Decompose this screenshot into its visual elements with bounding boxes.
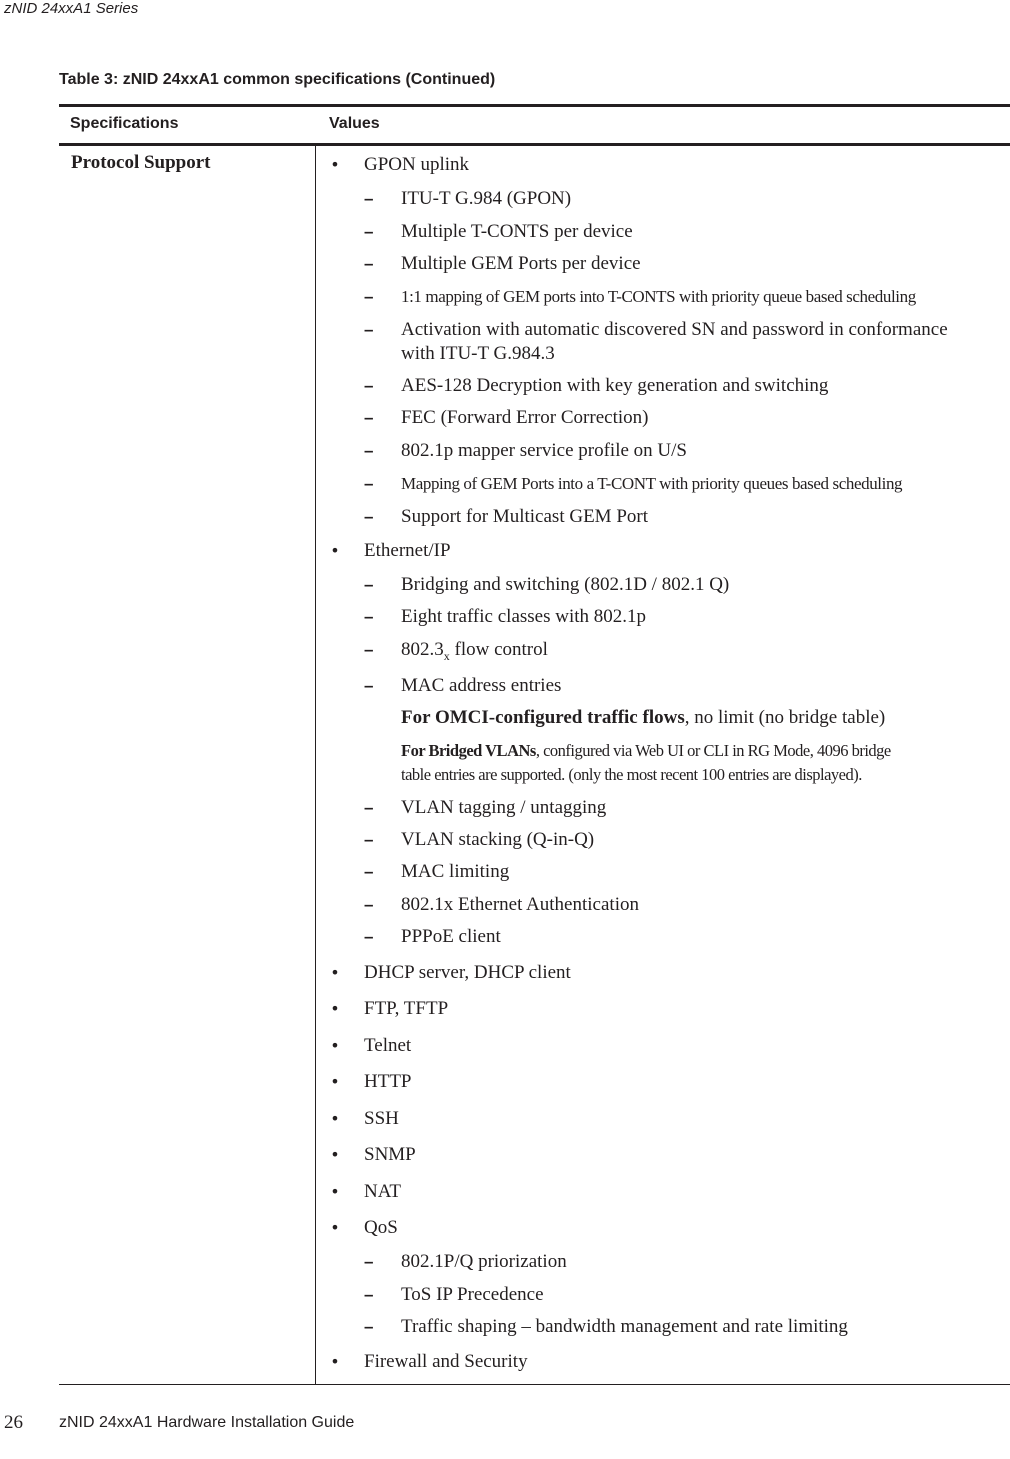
bullet-text: Telnet [364, 1035, 412, 1056]
sub-item-text-flow-control [401, 638, 548, 668]
bullet-text: SNMP [364, 1144, 416, 1165]
sub-item-text: Multiple GEM Ports per device [401, 253, 641, 274]
bullet-text: Ethernet/IP [364, 540, 451, 561]
omci-note-rest: , no limit (no bridge table) [684, 707, 886, 728]
sub-item-text: MAC address entries [401, 675, 562, 696]
dash-icon: – [364, 408, 374, 427]
bullet-text: SSH [364, 1108, 399, 1129]
bullet-text: GPON uplink [364, 154, 470, 175]
bullet-icon: • [330, 1072, 340, 1091]
bullet-text: Firewall and Security [364, 1351, 528, 1372]
bridged-note-bold: For Bridged VLANs [401, 741, 536, 760]
sub-item-text: VLAN stacking (Q-in-Q) [401, 829, 595, 850]
dash-icon: – [364, 830, 374, 849]
dash-icon: – [364, 927, 374, 946]
bullet-text: NAT [364, 1181, 401, 1202]
dash-icon: – [364, 507, 374, 526]
sub-item-text: with ITU-T G.984.3 [401, 343, 555, 364]
table-caption: Table 3: zNID 24xxA1 common specifications (Continued) [59, 71, 496, 88]
omci-note-bold: For OMCI-configured traffic flows [401, 707, 685, 728]
dash-icon: – [364, 1317, 374, 1336]
row-label-protocol-support: Protocol Support [71, 152, 211, 173]
bullet-icon: • [330, 1182, 340, 1201]
dash-icon: – [364, 222, 374, 241]
bullet-icon: • [330, 999, 340, 1018]
dash-icon: – [364, 287, 374, 306]
bullet-icon: • [330, 1109, 340, 1128]
dash-icon: – [364, 798, 374, 817]
footer-guide-title: zNID 24xxA1 Hardware Installation Guide [59, 1414, 355, 1431]
sub-item-text: ToS IP Precedence [401, 1284, 544, 1305]
table-top-rule [59, 104, 1010, 107]
sub-item-text: Multiple T-CONTS per device [401, 221, 633, 242]
dash-icon: – [364, 862, 374, 881]
bullet-text: FTP, TFTP [364, 998, 449, 1019]
sub-item-text: 802.1x Ethernet Authentication [401, 894, 639, 915]
sub-item-text: MAC limiting [401, 861, 510, 882]
table-header-rule [59, 143, 1010, 146]
sub-item-text: ITU-T G.984 (GPON) [401, 188, 572, 209]
bullet-icon: • [330, 1352, 340, 1371]
sub-item-text: PPPoE client [401, 926, 501, 947]
page-number: 26 [4, 1412, 23, 1433]
sub-item-text: 802.1P/Q priorization [401, 1251, 567, 1272]
running-header: zNID 24xxA1 Series [4, 0, 139, 17]
sub-item-text: VLAN tagging / untagging [401, 797, 607, 818]
bridged-note-line2: table entries are supported. (only the most recent 100 entries are displayed). [401, 765, 862, 784]
dash-icon: – [364, 575, 374, 594]
bullet-text: QoS [364, 1217, 398, 1238]
sub-item-text: Support for Multicast GEM Port [401, 506, 648, 527]
sub-item-text: FEC (Forward Error Correction) [401, 407, 649, 428]
sub-item-text: 1:1 mapping of GEM ports into T-CONTS with priority queue based scheduling [401, 287, 916, 306]
flow-control-suffix: flow control [449, 639, 548, 660]
sub-item-text: Activation with automatic discovered SN and password in conformance [401, 319, 948, 340]
sub-item-text: AES-128 Decryption with key generation and switching [401, 375, 829, 396]
column-divider [315, 146, 316, 1385]
dash-icon: – [364, 320, 374, 339]
sub-item-text: Mapping of GEM Ports into a T-CONT with priority queues based scheduling [401, 474, 903, 493]
dash-icon: – [364, 1285, 374, 1304]
bullet-icon: • [330, 1036, 340, 1055]
sub-item-text: Bridging and switching (802.1D / 802.1 Q) [401, 574, 730, 595]
bullet-icon: • [330, 155, 340, 174]
dash-icon: – [364, 441, 374, 460]
bullet-icon: • [330, 963, 340, 982]
dash-icon: – [364, 254, 374, 273]
dash-icon: – [364, 474, 374, 493]
dash-icon: – [364, 1252, 374, 1271]
bullet-icon: • [330, 1218, 340, 1237]
flow-control-prefix: 802.3 [401, 639, 444, 660]
dash-icon: – [364, 895, 374, 914]
bullet-text: DHCP server, DHCP client [364, 962, 571, 983]
sub-item-text: Eight traffic classes with 802.1p [401, 606, 647, 627]
bridged-note-rest: , configured via Web UI or CLI in RG Mode, 4096 bridge [535, 741, 891, 760]
dash-icon: – [364, 676, 374, 695]
sub-item-text: 802.1p mapper service profile on U/S [401, 440, 687, 461]
flow-control-subscript: x [443, 648, 450, 663]
dash-icon: – [364, 376, 374, 395]
bullet-icon: • [330, 541, 340, 560]
bullet-icon: • [330, 1145, 340, 1164]
dash-icon: – [364, 189, 374, 208]
column-header-specifications: Specifications [70, 115, 179, 132]
dash-icon: – [364, 607, 374, 626]
column-header-values: Values [329, 115, 380, 132]
table-bottom-rule [59, 1384, 1010, 1385]
sub-item-text: Traffic shaping – bandwidth management and rate limiting [401, 1316, 848, 1337]
bullet-text: HTTP [364, 1071, 412, 1092]
omci-note-text [401, 706, 885, 730]
bridged-note-text [401, 739, 891, 763]
dash-icon: – [364, 640, 374, 659]
